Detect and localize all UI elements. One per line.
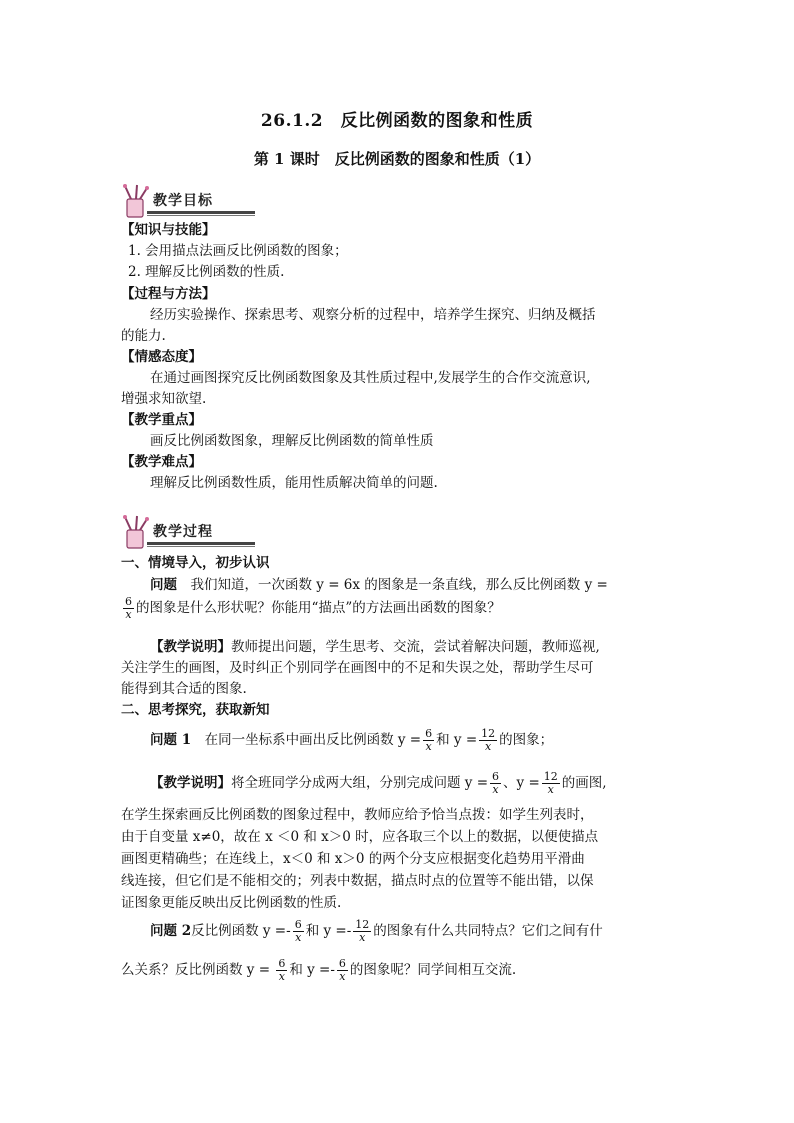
section-banner-process — [117, 514, 257, 552]
fraction-6-over-x: $\frac{6}{x}$ — [425, 727, 433, 753]
question-label: 问题 — [150, 577, 177, 593]
banner-label: 教学目标 — [153, 193, 213, 209]
question-text-2: 的图象是什么形状呢？你能用“描点”的方法画出函数的图象？ — [136, 600, 501, 616]
fraction-12-over-x: $\frac{12}{x}$ — [355, 918, 370, 944]
question-line-2 — [121, 596, 501, 621]
heading-attitude: 【情感态度】 — [121, 349, 202, 365]
fraction-12-over-x: $\frac{12}{x}$ — [481, 727, 496, 753]
text-key-points: 画反比例函数图象，理解反比例函数的简单性质 — [150, 433, 434, 449]
text-process-2: 的能力. — [121, 328, 166, 344]
question-2-label: 问题 2 — [150, 923, 192, 939]
banner-label: 教学过程 — [153, 524, 213, 540]
heading-knowledge: 【知识与技能】 — [121, 222, 216, 238]
banner-underline-thin — [147, 546, 255, 547]
teaching-note-label: 【教学说明】 — [150, 639, 231, 655]
teaching-note-2-line-5: 线连接，但它们是不能相交的；列表中数据，描点时点的位置等不能出错，以保 — [121, 873, 594, 889]
page-subtitle: 第 1 课时 反比例函数的图象和性质（1） — [253, 150, 541, 168]
question-2-line-1: 问题 2反比例函数 y =- $\frac{6}{x}$ 和 y =- $\frac{12}{x}$ 的图象有什么共同特点？它们之间有什 — [150, 918, 603, 944]
heading-difficulties: 【教学难点】 — [121, 454, 202, 470]
teaching-note-2-line-4: 画图更精确些；在连线上，x＜0 和 x＞0 的两个分支应根据变化趋势用平滑曲 — [121, 851, 585, 867]
question-1-label: 问题 1 — [150, 732, 192, 748]
question-2-line-2: 么关系？反比例函数 y = $\frac{6}{x}$ 和 y =- $\frac{6}{x}$ 的图象呢？同学间相互交流. — [121, 957, 517, 983]
teaching-note-2-line-6: 证图象更能反映出反比例函数的性质. — [121, 895, 342, 911]
text-difficulties: 理解反比例函数性质，能用性质解决简单的问题. — [150, 475, 438, 491]
teaching-note-2-line-2: 在学生探索画反比例函数的图象过程中，教师应给予恰当点拨：如学生列表时， — [121, 807, 594, 823]
text-attitude-1: 在通过画图探究反比例函数图象及其性质过程中,发展学生的合作交流意识, — [150, 370, 591, 386]
teaching-note-2-line-3: 由于自变量 x≠0，故在 x ＜0 和 x＞0 时，应各取三个以上的数据，以便使描点 — [121, 829, 599, 845]
fraction-6-over-x: $\frac{6}{x}$ — [294, 918, 302, 944]
question-1: 问题 1 在同一坐标系中画出反比例函数 y = $\frac{6}{x}$ 和 y = $\frac{12}{x}$ 的图象； — [150, 727, 554, 753]
fraction-6-over-x: $\frac{6}{x}$ — [492, 770, 500, 796]
heading-section-2: 二、思考探究，获取新知 — [121, 702, 270, 718]
text-process-1: 经历实验操作、探索思考、观察分析的过程中，培养学生探究、归纳及概括 — [150, 307, 596, 323]
section-banner-goals — [117, 183, 257, 221]
heading-process: 【过程与方法】 — [121, 286, 216, 302]
text-knowledge-1: 1. 会用描点法画反比例函数的图象； — [128, 243, 348, 259]
teaching-note-1-line-3: 能得到其合适的图象. — [121, 681, 247, 697]
fraction-6-over-x: $\frac{6}{x}$ — [338, 957, 346, 983]
fraction-6-over-x: $\frac{6}{x}$ — [125, 595, 132, 621]
question-line-1 — [150, 575, 608, 596]
question-text-1: 我们知道，一次函数 y = 6x 的图象是一条直线，那么反比例函数 y = — [177, 577, 608, 593]
fraction-12-over-x: $\frac{12}{x}$ — [543, 770, 558, 796]
teaching-note-label: 【教学说明】 — [150, 775, 231, 791]
teaching-note-1-line-1: 【教学说明】教师提出问题，学生思考、交流，尝试着解决问题，教师巡视, — [150, 639, 600, 655]
banner-underline — [147, 542, 255, 545]
teaching-note-1-line-2: 关注学生的画图，及时纠正个别同学在画图中的不足和失误之处，帮助学生尽可 — [121, 660, 594, 676]
page-title: 26.1.2 反比例函数的图象和性质 — [260, 111, 534, 131]
heading-section-1: 一、情境导入，初步认识 — [121, 555, 270, 571]
text-attitude-2: 增强求知欲望. — [121, 391, 207, 407]
text-knowledge-2: 2. 理解反比例函数的性质. — [128, 264, 285, 280]
teaching-note-2-line-1: 【教学说明】将全班同学分成两大组，分别完成问题 y = $\frac{6}{x}$ 、y = $\frac{12}{x}$ 的画图, — [150, 770, 607, 796]
fraction-6-over-x: $\frac{6}{x}$ — [278, 957, 286, 983]
heading-key-points: 【教学重点】 — [121, 412, 202, 428]
banner-underline-thin — [147, 215, 255, 216]
banner-underline — [147, 211, 255, 214]
